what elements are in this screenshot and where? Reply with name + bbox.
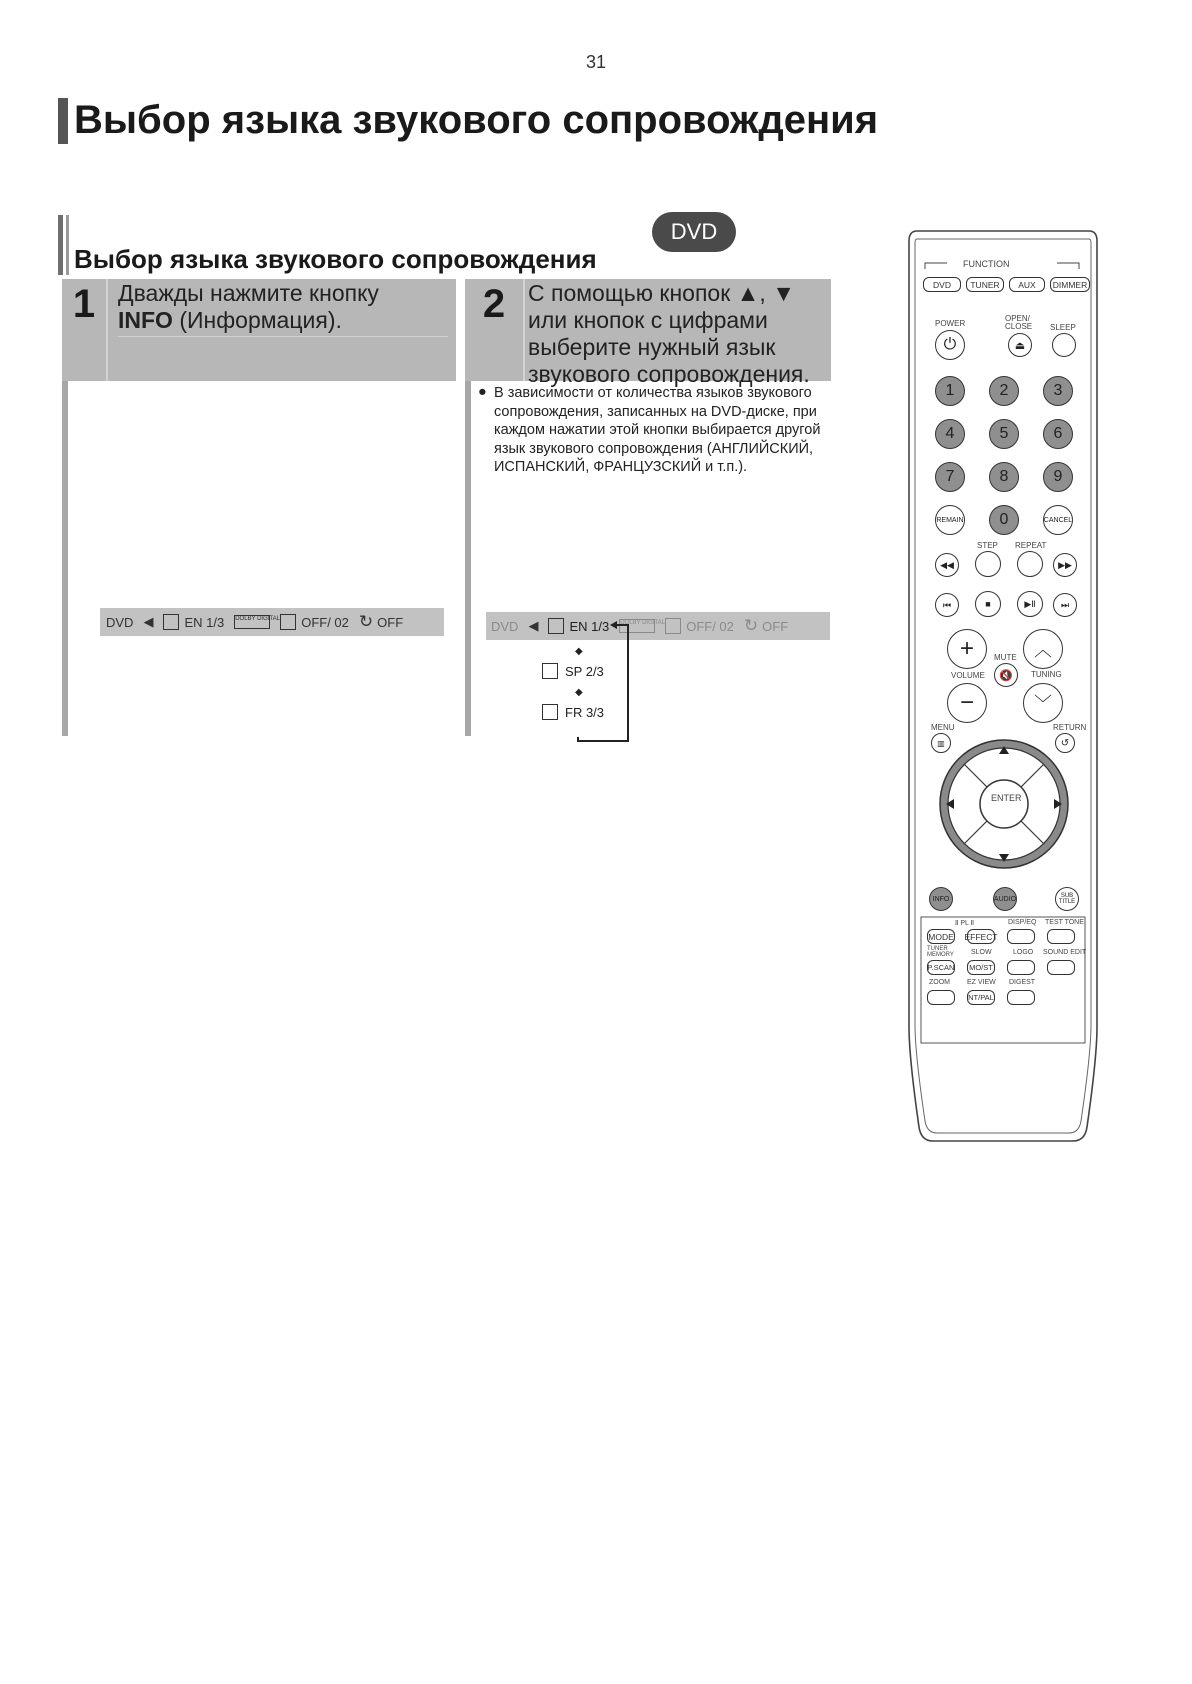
osd-subtitle — [280, 614, 349, 630]
step2-number: 2 — [482, 282, 506, 326]
info-button[interactable]: INFO — [929, 887, 953, 911]
sleep-label: SLEEP — [1050, 323, 1076, 332]
volume-down-button[interactable] — [947, 683, 987, 723]
play-pause-button[interactable] — [1017, 591, 1043, 617]
lang-sp-label: SP 2/3 — [565, 663, 604, 679]
digit-4-button[interactable]: 4 — [935, 419, 965, 449]
minus-icon: − — [959, 689, 974, 716]
mute-icon: 🔇 — [999, 669, 1013, 682]
cycle-arrow-icon: ◆ — [575, 646, 583, 657]
digit-1-button[interactable]: 1 — [935, 376, 965, 406]
lang-fr-label: FR 3/3 — [565, 704, 605, 720]
osd-bar-step1 — [100, 608, 444, 636]
dvd-button[interactable]: DVD — [923, 277, 961, 292]
step1-line2-rest: (Информация). — [172, 307, 342, 333]
step1-text — [118, 280, 448, 334]
nav-down-button[interactable] — [989, 837, 1019, 867]
section-accent-bar — [58, 215, 63, 275]
fast-forward-button[interactable] — [1053, 553, 1077, 577]
osd2-repeat-value: OFF — [762, 618, 789, 634]
audio-button[interactable]: AUDIO — [993, 887, 1017, 911]
dvd-badge: DVD — [652, 212, 736, 252]
enter-label: ENTER — [991, 793, 1022, 803]
next-icon: ⏭ — [1060, 599, 1070, 610]
slow-label: SLOW — [971, 949, 992, 956]
digit-0-button[interactable]: 0 — [989, 505, 1019, 535]
disp-eq-label: DISP/EQ — [1008, 919, 1037, 926]
rewind-button[interactable] — [935, 553, 959, 577]
audio-language-icon — [548, 618, 564, 634]
mode-button[interactable]: MODE — [927, 929, 955, 944]
step2-line4: звукового сопровождения. — [528, 361, 810, 387]
page-title: Выбор языка звукового сопровождения — [74, 98, 879, 142]
osd-disc: DVD — [106, 614, 134, 630]
tuning-down-button[interactable] — [1023, 683, 1063, 723]
dolby-digital-icon: DOLBY DIGITAL — [619, 619, 655, 633]
digest-label: DIGEST — [1009, 979, 1036, 986]
info-keyword: INFO — [118, 307, 173, 333]
test-tone-button[interactable] — [1047, 929, 1075, 944]
digit-3-button[interactable]: 3 — [1043, 376, 1073, 406]
osd-repeat — [359, 612, 403, 632]
subtitle-icon — [665, 618, 681, 634]
digit-2-button[interactable]: 2 — [989, 376, 1019, 406]
repeat-icon: ↻ — [358, 612, 374, 631]
audio-language-icon — [542, 704, 558, 720]
pscan-button[interactable]: P.SCAN — [927, 960, 955, 975]
dimmer-button[interactable]: DIMMER — [1050, 277, 1090, 292]
remain-button[interactable]: REMAIN — [935, 505, 965, 535]
disp-eq-button[interactable] — [1007, 929, 1035, 944]
audio-language-icon — [163, 614, 179, 630]
step1-column-line — [62, 381, 68, 736]
osd2-disc: DVD — [491, 618, 519, 634]
stop-icon: ■ — [985, 599, 991, 609]
fast-forward-icon: ▶▶ — [1058, 559, 1072, 570]
digit-9-button[interactable]: 9 — [1043, 462, 1073, 492]
step-button[interactable] — [975, 551, 1001, 577]
chevron-up-icon: ︿ — [1034, 640, 1052, 660]
test-tone-label: TEST TONE — [1045, 919, 1084, 926]
sleep-button[interactable] — [1052, 333, 1076, 357]
mute-label: MUTE — [994, 653, 1017, 662]
step1-line1: Дважды нажмите кнопку — [118, 280, 379, 306]
mo-st-button[interactable]: MO/ST — [967, 960, 995, 975]
nav-left-button[interactable] — [941, 789, 971, 819]
previous-button[interactable] — [935, 593, 959, 617]
repeat-button[interactable] — [1017, 551, 1043, 577]
tuning-label: TUNING — [1031, 670, 1062, 679]
digit-7-button[interactable]: 7 — [935, 462, 965, 492]
repeat-label: REPEAT — [1015, 541, 1047, 550]
page-number: 31 — [585, 52, 607, 72]
bullet-dot: ● — [478, 384, 487, 400]
open-close-label: OPEN/ CLOSE — [1005, 314, 1033, 331]
osd-audio — [163, 614, 224, 630]
digit-6-button[interactable]: 6 — [1043, 419, 1073, 449]
step1-divider — [106, 279, 108, 381]
chevron-down-icon: ﹀ — [1034, 694, 1052, 714]
sound-edit-button[interactable] — [1047, 960, 1075, 975]
digit-8-button[interactable]: 8 — [989, 462, 1019, 492]
tuner-memory-label: TUNER MEMORY — [927, 946, 954, 958]
step2-line2: или кнопок с цифрами — [528, 307, 768, 333]
step2-line1: С помощью кнопок ▲, ▼ — [528, 280, 795, 306]
menu-label: MENU — [931, 723, 955, 732]
step1-number: 1 — [72, 282, 96, 326]
repeat-icon: ↻ — [743, 616, 759, 635]
nav-up-button[interactable] — [989, 741, 1019, 771]
subtitle-icon — [280, 614, 296, 630]
step2-text — [528, 280, 828, 388]
step-label: STEP — [977, 541, 998, 550]
plus-icon: + — [959, 635, 974, 662]
section-accent-bar-thin — [66, 215, 69, 275]
aux-button[interactable]: AUX — [1009, 277, 1045, 292]
effect-button[interactable]: EFFECT — [967, 929, 995, 944]
tuner-button[interactable]: TUNER — [966, 277, 1004, 292]
step1-underline — [118, 336, 448, 337]
title-accent-bar — [58, 98, 68, 144]
power-label: POWER — [935, 319, 966, 328]
next-button[interactable] — [1053, 593, 1077, 617]
menu-button[interactable] — [931, 733, 951, 753]
step2-line3: выберите нужный язык — [528, 334, 776, 360]
volume-up-button[interactable] — [947, 629, 987, 669]
pl2-label: Ⅱ PL Ⅱ — [955, 920, 975, 927]
return-button[interactable] — [1055, 733, 1075, 753]
nav-right-button[interactable] — [1037, 789, 1067, 819]
enter-button[interactable] — [981, 781, 1027, 827]
bullet-note: В зависимости от количества языков звукового сопровождения, записанных на DVD-диске, при каждом нажатии этой кнопки выбирается другой язык звукового сопровождения (АНГЛИЙСКИЙ, ИСПАНСКИЙ, ФРАНЦУЗСКИЙ и т.п.). — [494, 385, 821, 475]
digit-5-button[interactable]: 5 — [989, 419, 1019, 449]
previous-icon: ⏮ — [942, 599, 952, 610]
digest-button[interactable] — [1007, 990, 1035, 1005]
dolby-digital-icon: DOLBY DIGITAL — [234, 615, 270, 629]
mute-button[interactable] — [994, 663, 1018, 687]
step2-divider — [523, 279, 525, 381]
open-close-button[interactable] — [1008, 333, 1032, 357]
zoom-label: ZOOM — [929, 979, 950, 986]
subtitle-button[interactable]: SUB TITLE — [1055, 887, 1079, 911]
sound-edit-label: SOUND EDIT — [1043, 949, 1087, 956]
osd2-subtitle — [665, 618, 734, 634]
function-label: FUNCTION — [963, 259, 1010, 269]
section-title: Выбор языка звукового сопровождения — [74, 244, 597, 274]
osd2-audio-value: EN 1/3 — [569, 618, 610, 634]
step2-column-line — [465, 381, 471, 736]
return-label: RETURN — [1053, 723, 1087, 732]
eject-icon: ⏏ — [1014, 339, 1026, 352]
logo-button[interactable] — [1007, 960, 1035, 975]
osd-dolby — [234, 615, 280, 629]
power-button[interactable] — [935, 330, 965, 360]
zoom-button[interactable] — [927, 990, 955, 1005]
rewind-icon: ◀◀ — [940, 559, 954, 570]
volume-label: VOLUME — [951, 671, 985, 680]
cycle-arrow-icon: ◆ — [575, 687, 583, 698]
cancel-button[interactable]: CANCEL — [1043, 505, 1073, 535]
return-icon: ↺ — [1060, 737, 1070, 749]
osd-repeat-value: OFF — [377, 614, 404, 630]
audio-language-icon — [542, 663, 558, 679]
stop-button[interactable] — [975, 591, 1001, 617]
osd2-subtitle-value: OFF/ 02 — [686, 618, 734, 634]
power-icon: ⏻ — [943, 336, 957, 353]
ez-view-label: EZ VIEW — [967, 979, 996, 986]
tuning-up-button[interactable] — [1023, 629, 1063, 669]
osd2-repeat — [744, 616, 788, 636]
osd-audio-value: EN 1/3 — [184, 614, 225, 630]
remote-body-outline — [905, 227, 1101, 1147]
menu-icon: ▥ — [937, 738, 945, 748]
cycle-return-arrow — [570, 615, 630, 745]
osd2-arrow-icon: ◀ — [528, 618, 539, 633]
osd-bar-step2 — [486, 612, 830, 640]
nt-pal-button[interactable]: NT/PAL — [967, 990, 995, 1005]
logo-label: LOGO — [1013, 949, 1034, 956]
play-pause-icon: ▶Ⅱ — [1024, 598, 1036, 609]
remote-control — [905, 227, 1101, 1147]
osd-arrow-icon: ◀ — [143, 614, 154, 629]
step1-line2 — [118, 307, 448, 334]
osd-subtitle-value: OFF/ 02 — [301, 614, 349, 630]
